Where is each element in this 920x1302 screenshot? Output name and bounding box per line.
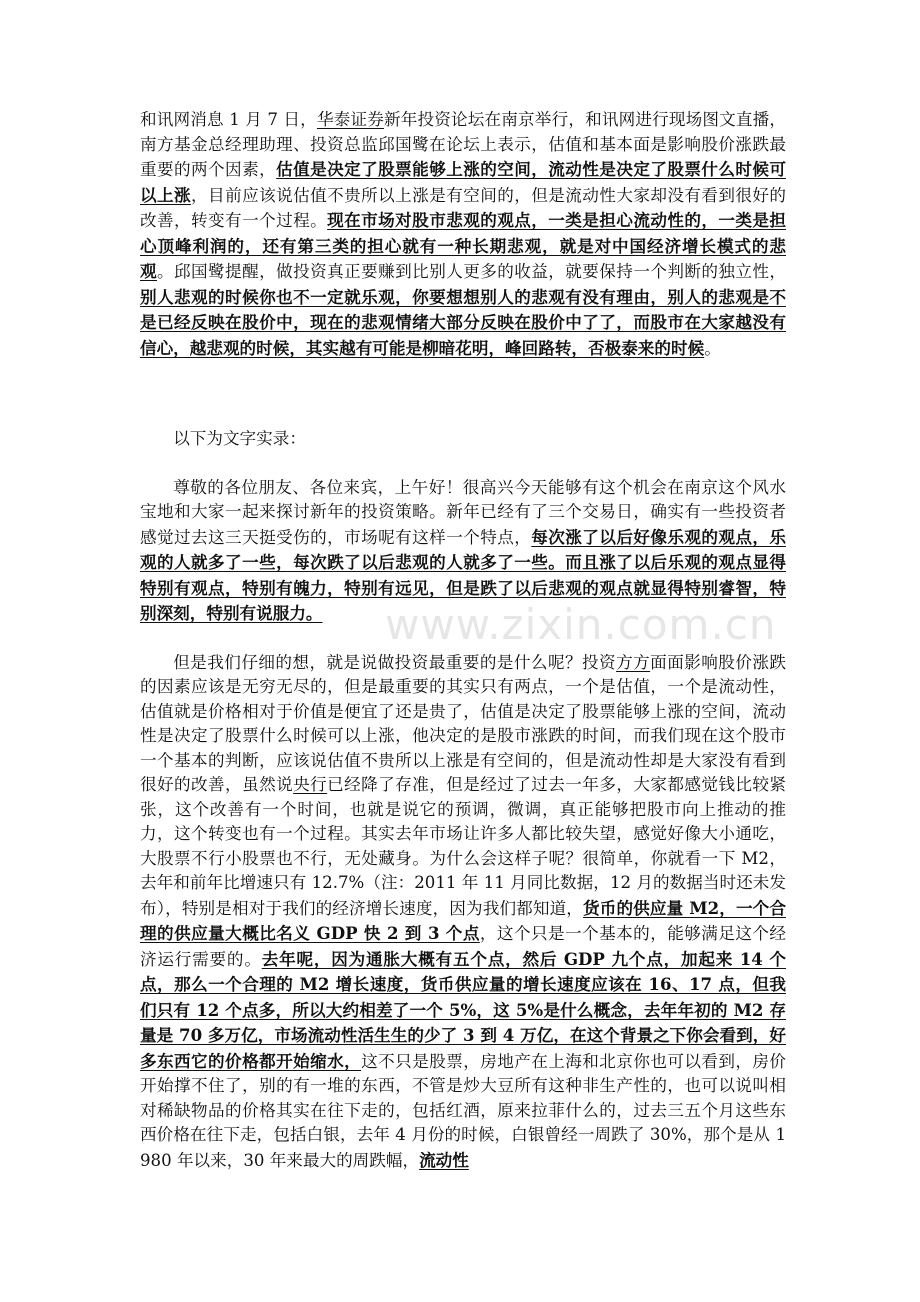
paragraph-gap	[140, 452, 786, 476]
body-text: 尊敬的各位朋友、各位来宾，上午好！很高兴今天能够有这个机会在南京这个风水宝地和大家一起来探讨新年的投资策略。新年已经有了三个交易日，确实有一些投资者感觉过去这三天挺受伤的，市场呢有这样一个特点，	[140, 477, 786, 547]
transcript-paragraph-1	[140, 476, 786, 627]
emphasis-text: 每次涨了以后好像乐观的观点，乐观的人就多了一些，每次跌了以后悲观的人就多了一些。而且涨了以后乐观的观点显得特别有观点，特别有魄力，特别有远见，但是跌了以后悲观的观点就显得特别睿智，特别深刻，特别有说服力。	[140, 526, 787, 623]
emphasis-text: 货币的供应量 M2，一个合理的供应量大概比名义 GDP 快 2 到 3 个点	[140, 897, 786, 943]
emphasis-text: 流动性	[419, 1149, 469, 1170]
body-text: 和讯网消息 1 月 7 日，	[140, 110, 317, 129]
body-text: ，这个只是一个基本的，能够满足这个经济运行需要的。	[140, 924, 787, 969]
underlined-term: 方方	[616, 652, 651, 672]
body-text: ，目前应该说估值不贵所以上涨是有空间的，但是流动性大家却没有看到很好的改善，转变有一个过程。	[140, 185, 787, 230]
intro-paragraph	[140, 108, 786, 361]
emphasis-text: 去年呢，因为通胀大概有五个点，然后 GDP 九个点，加起来 14 个点，那么一个合理的 M2 增长速度，货币供应量的增长速度应该在 16、17 点，但我们只有 12 个点多，所以大约相差了一个 5%，这 5%是什么概念，去年年初的 M2 存量是 70 多万亿，市场流动性活生生的少了 3 到 4 万亿，在这个背景之下你会看到，好多东西它的价格都开始缩水，	[140, 948, 786, 1071]
body-text: 。	[704, 338, 721, 358]
body-text: 但是我们仔细的想，就是说做投资最重要的是什么呢？投资	[173, 652, 617, 672]
underlined-term: 央行	[293, 775, 328, 794]
body-text: 已经降了存准，但是经过了过去一年多，大家都感觉钱比较紧张，这个改善有一个时间，也就是说它的预调，微调，真正能够把股市向上推动的推力，这个转变也有一个过程。其实去年市场让许多人都比较失望，感觉好像大小通吃，大股票不行小股票也不行，无处藏身。为什么会这样子呢？很简单，你就看一下 M2，去年和前年比增速只有 12.7%（注：2011 年 11 月同比数据，12 月的数据当时还未发布），特别是相对于我们的经济增长速度，因为我们都知道，	[140, 775, 787, 918]
transcript-paragraph-2	[140, 651, 786, 1174]
body-text: 面面影响股价涨跌的因素应该是无穷无尽的，但是最重要的其实只有两点，一个是估值，一个是流动性，估值就是价格相对于价值是便宜了还是贵了，估值是决定了股票能够上涨的空间，流动性是决定了股票什么时候可以上涨，他决定的是股市涨跌的时间，而我们现在这个股市一个基本的判断，应该说估值不贵所以上涨是有空间的，但是流动性却是大家没有看到很好的改善，虽然说	[140, 652, 787, 794]
body-text: 这不只是股票，房地产在上海和北京你也可以看到，房价开始撑不住了，别的有一堆的东西，不管是炒大豆所有这种非生产性的，也可以说叫相对稀缺物品的价格其实在往下走的，包括红酒，原来拉菲什么的，过去三五个月这些东西价格在往下走，包括白银，去年 4 月份的时候，白银曾经一周跌了 30%，那个是从 1980 年以来，30 年来最大的周跌幅，	[140, 1051, 787, 1170]
emphasis-text: 现在市场对股市悲观的观点，一类是担心流动性的，一类是担心顶峰利润的，还有第三类的担心就有一种长期悲观，就是对中国经济增长模式的悲观	[140, 210, 787, 281]
watermark: www.zixin.com.cn	[385, 600, 777, 649]
body-text: 新年投资论坛在南京举行，和讯网进行现场图文直播，南方基金总经理助理、投资总监邱国鹭在论坛上表示，估值和基本面是影响股价涨跌最重要的两个因素，	[140, 110, 787, 179]
underlined-term: 华泰证券	[316, 110, 384, 129]
emphasis-text: 别人悲观的时候你也不一定就乐观，你要想想别人的悲观有没有理由，别人的悲观是不是已经反映在股价中，现在的悲观情绪大部分反映在股价中了了，而股市在大家越没有信心，越悲观的时候，其实越有可能是柳暗花明，峰回路转，否极泰来的时候	[140, 286, 786, 358]
document-page	[140, 108, 786, 1173]
body-text: 。邱国鹭提醒，做投资真正要赚到比别人更多的收益，就要保持一个判断的独立性，	[157, 262, 787, 281]
paragraph-gap	[140, 627, 786, 651]
section-gap	[140, 361, 786, 427]
transcript-heading: 以下为文字实录：	[173, 429, 306, 448]
emphasis-text: 估值是决定了股票能够上涨的空间，流动性是决定了股票什么时候可以上涨	[140, 159, 787, 205]
